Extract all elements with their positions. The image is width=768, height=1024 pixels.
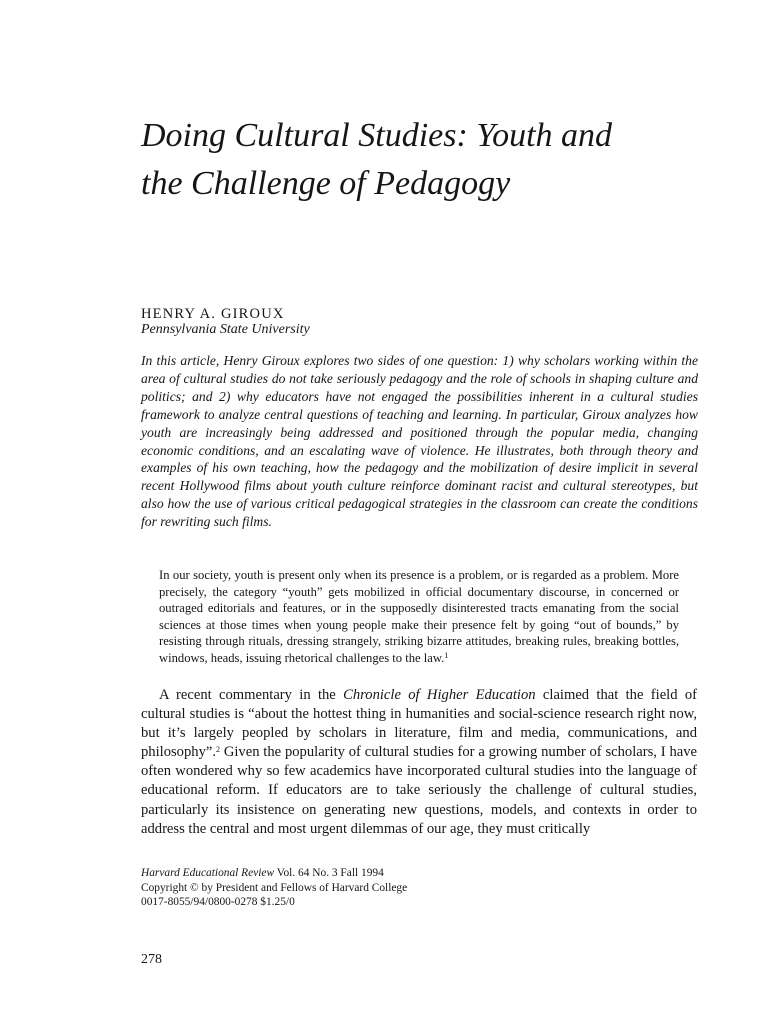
footer-code: 0017-8055/94/0800-0278 $1.25/0 [141,896,295,909]
footer-copyright: Copyright © by President and Fellows of Harvard College [141,881,408,894]
body-text-3: Given the popularity of cultural studies for a growing number of scholars, I have often wondered why so few academics have incorporated cultural studies into the language of educational reform. If educators are to take seriously the challenge of cultural studies, particularly its insistence on generating new questions, models, and contexts in order to address the central and most urgent dilemmas of our age, they must critically [141,744,697,837]
footer-citation [141,866,661,881]
epigraph-quote [159,567,679,667]
body-text-2: claimed that the field of cultural studies is “about the hottest thing in humanities and social-science research right now, but it’s largely peopled by scholars in literature, film and media, communications, and philosophy”. [141,687,698,761]
article-title [141,112,741,208]
article-abstract: In this article, Henry Giroux explores two sides of one question: 1) why scholars working within the area of cultural studies do not take seriously pedagogy and the role of schools in shaping culture and politics; and 2) why educators have not engaged the possibilities inherent in a cultural studies framework to analyze central questions of teaching and learning. In particular, Giroux analyzes how youth are increasingly being addressed and positioned through the popular media, changing economic conditions, and an escalating wave of violence. He illustrates, both through theory and examples of his own teaching, how the pedagogy and the mobilization of desire implicit in several recent Hollywood films about youth culture reinforce dominant racist and cultural stereotypes, but also how the use of various critical pedagogical strategies in the classroom can create the conditions for rewriting such films. [141,353,698,530]
cited-journal-title: Chronicle of Higher Education [343,687,536,703]
body-text-1: A recent commentary in the [159,687,344,703]
author-name: HENRY A. GIROUX [141,306,285,322]
publication-footer [141,866,661,910]
title-line-2: the Challenge of Pedagogy [141,165,511,202]
footnote-marker-2: 2 [216,745,220,755]
footnote-marker-1: 1 [444,650,449,660]
author-affiliation: Pennsylvania State University [141,322,310,337]
body-paragraph [141,686,697,839]
footer-issue: Vol. 64 No. 3 Fall 1994 [274,867,384,879]
title-line-1: Doing Cultural Studies: Youth and [141,117,613,154]
footer-journal-name: Harvard Educational Review [141,867,275,879]
epigraph-text: In our society, youth is present only when its presence is a problem, or is regarded as a problem. More precisely, the category “youth” gets mobilized in official documentary discourse, in concerned or outraged editorials and features, or in the supposedly disinterested tracts emanating from the social sciences at those times when young people make their presence felt by going “out of bounds,” by resisting through rituals, dressing strangely, striking bizarre attitudes, breaking rules, breaking bottles, windows, heads, issuing rhetorical challenges to the law. [159,568,679,665]
page-number: 278 [141,952,162,967]
